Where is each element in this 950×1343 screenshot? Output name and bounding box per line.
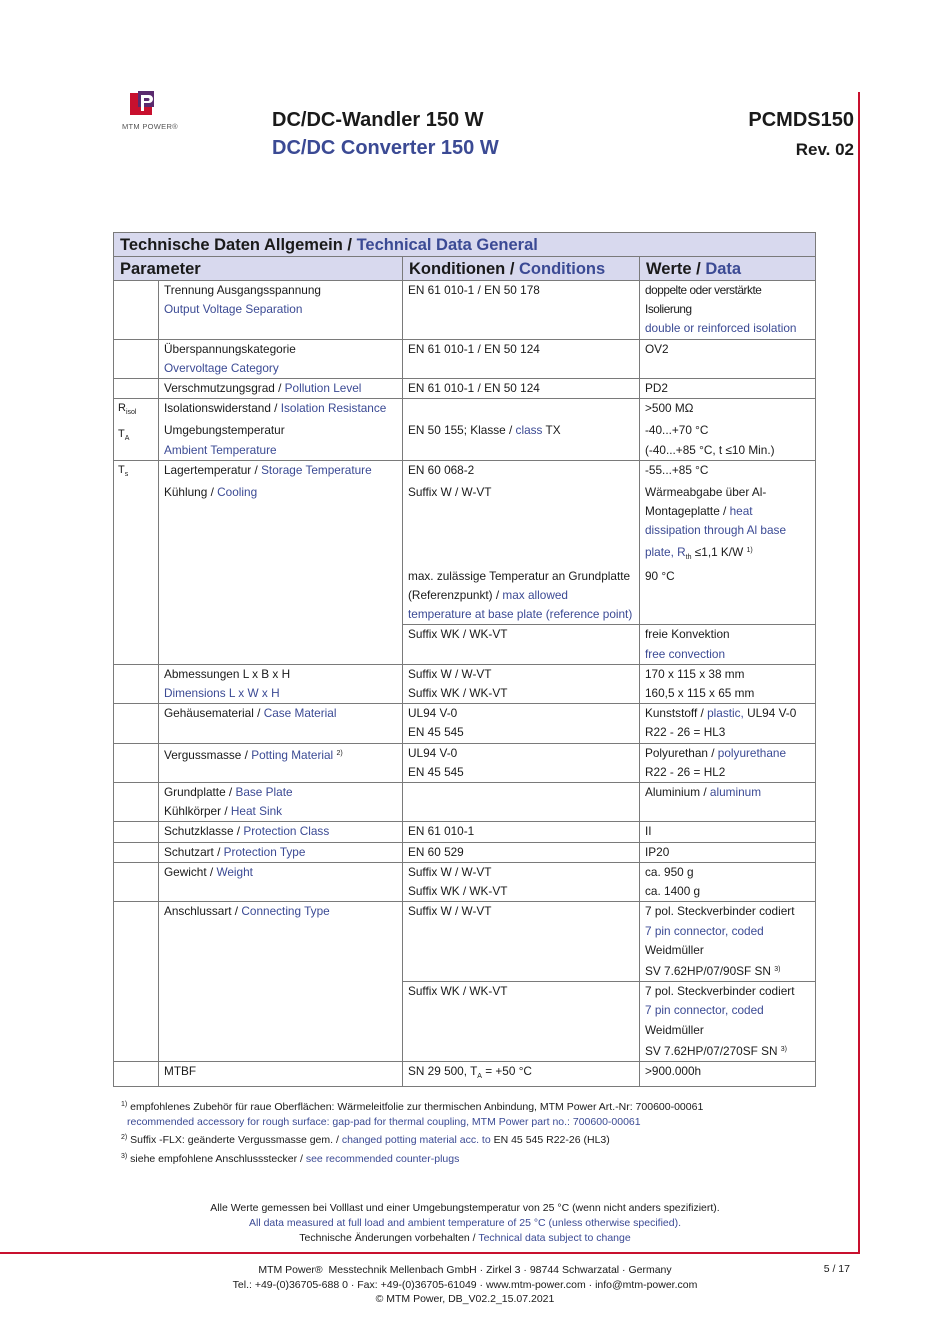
company-info: MTM Power® Messtechnik Mellenbach GmbH · Zirkel 3 · 98744 Schwarzatal · Germany Tel.: +49-(0)36705-688 0 · Fax: +49-(0)36705-61049 · www.mtm-power.com · info@mtm-power.com © MTM Power, DB_V02.2_15.07.2021: [232, 1264, 698, 1305]
mtm-logo-icon: [128, 90, 162, 120]
footer-rule: [0, 1252, 860, 1254]
table-row: Vergussmasse / Potting Material $^{2)}$ UL94 V-0 EN 45 545 Polyurethan / polyurethane R22 - 26 = HL2: [114, 743, 816, 782]
table-row: MTBF SN 29 500, $T_A = +50$ °C >900.000h: [114, 1061, 816, 1086]
footnote-1: $^{1)}$ empfohlenes Zubehör für raue Oberflächen: Wärmeleitfolie zur thermischen Anbindung, MTM Power Art.-Nr: 700600-00061: [121, 1101, 704, 1113]
col-header-conditions: Konditionen / Conditions: [403, 257, 640, 281]
technical-data-table: [113, 232, 816, 1087]
table-row: Anschlussart / Connecting Type Suffix W / W-VT 7 pol. Steckverbinder codiert 7 pin connector, coded Weidmüller SV 7.62HP/07/90SF SN $^{3)}$: [114, 902, 816, 982]
table-row: $T_s$ Lagertemperatur / Storage Temperature Kühlung / Cooling EN 60 068-2 Suffix W / W-VT -55...+85 °C Wärmeabgabe über Al- Montageplatte / heat dissipation through Al base plate, $R_{th} \le 1,1$ K/W $^{1)}$: [114, 460, 816, 567]
table-row: Schutzart / Protection Type EN 60 529 IP20: [114, 842, 816, 862]
footnote-3: $^{3)}$ siehe empfohlene Anschlussstecker / see recommended counter-plugs: [121, 1152, 460, 1165]
col-header-values: Werte / Data: [640, 257, 816, 281]
logo-text: MTM POWER®: [121, 122, 179, 131]
table-row: $R_{isol}$ $T_A$ Isolationswiderstand / Isolation Resistance Umgebungstemperatur Ambient Temperature EN 50 155; Klasse / class TX >500 MΩ -40...+70 °C (-40...+85 °C, t ≤10 Min.): [114, 399, 816, 461]
company-logo: [108, 88, 188, 138]
table-row: Schutzklasse / Protection Class EN 61 010-1 II: [114, 822, 816, 842]
measurement-note: Alle Werte gemessen bei Volllast und einer Umgebungstemperatur von 25 °C (wenn nicht anders spezifiziert). All data measured at full load and ambient temperature of 25 °C (unless otherwise specified). Technische Änderungen vorbehalten / Technical data subject to change: [210, 1202, 720, 1245]
table-row: Trennung Ausgangsspannung Output Voltage Separation EN 61 010-1 / EN 50 178 doppelte oder verstärkte Isolierung double or reinforced isolation: [114, 281, 816, 340]
side-rule: [858, 92, 860, 1252]
column-header-row: [114, 257, 816, 281]
table-row: Grundplatte / Base Plate Kühlkörper / Heat Sink Aluminium / aluminum: [114, 783, 816, 822]
table-row: Überspannungskategorie Overvoltage Category EN 61 010-1 / EN 50 124 OV2: [114, 339, 816, 378]
table-row: Verschmutzungsgrad / Pollution Level EN 61 010-1 / EN 50 124 PD2: [114, 379, 816, 399]
table-row: Suffix WK / WK-VT 7 pol. Steckverbinder codiert 7 pin connector, coded Weidmüller SV 7.62HP/07/270SF SN $^{3)}$: [114, 982, 816, 1062]
table-row: max. zulässige Temperatur an Grundplatte (Referenzpunkt) / max allowed temperature at base plate (reference point) 90 °C: [114, 567, 816, 625]
model-number: PCMDS150: [748, 109, 854, 131]
footnotes: [121, 1097, 703, 1167]
table-row: Gewicht / Weight Suffix W / W-VT Suffix WK / WK-VT ca. 950 g ca. 1400 g: [114, 862, 816, 901]
table-title: Technische Daten Allgemein / Technical Data General: [114, 233, 816, 257]
table-title-row: [114, 233, 816, 257]
page-number: 5 / 17: [823, 1263, 850, 1275]
revision: Rev. 02: [795, 140, 854, 159]
doc-title-de: DC/DC-Wandler 150 W: [272, 109, 484, 131]
footnote-2: $^{2)}$ Suffix -FLX: geänderte Vergussmasse gem. / changed potting material acc. to EN 45 545 R22-26 (HL3): [121, 1134, 610, 1147]
table-row: Suffix WK / WK-VT freie Konvektion free convection: [114, 625, 816, 664]
table-row: Gehäusematerial / Case Material UL94 V-0 EN 45 545 Kunststoff / plastic, UL94 V-0 R22 - 26 = HL3: [114, 704, 816, 743]
footnote-1-en: recommended accessory for rough surface: gap-pad for thermal coupling, MTM Power part no.: 700600-00061: [127, 1116, 641, 1129]
doc-title-en: DC/DC Converter 150 W: [272, 137, 499, 159]
col-header-parameter: Parameter: [114, 257, 403, 281]
table-row: Abmessungen L x B x H Dimensions L x W x H Suffix W / W-VT Suffix WK / WK-VT 170 x 115 x 38 mm 160,5 x 115 x 65 mm: [114, 664, 816, 703]
